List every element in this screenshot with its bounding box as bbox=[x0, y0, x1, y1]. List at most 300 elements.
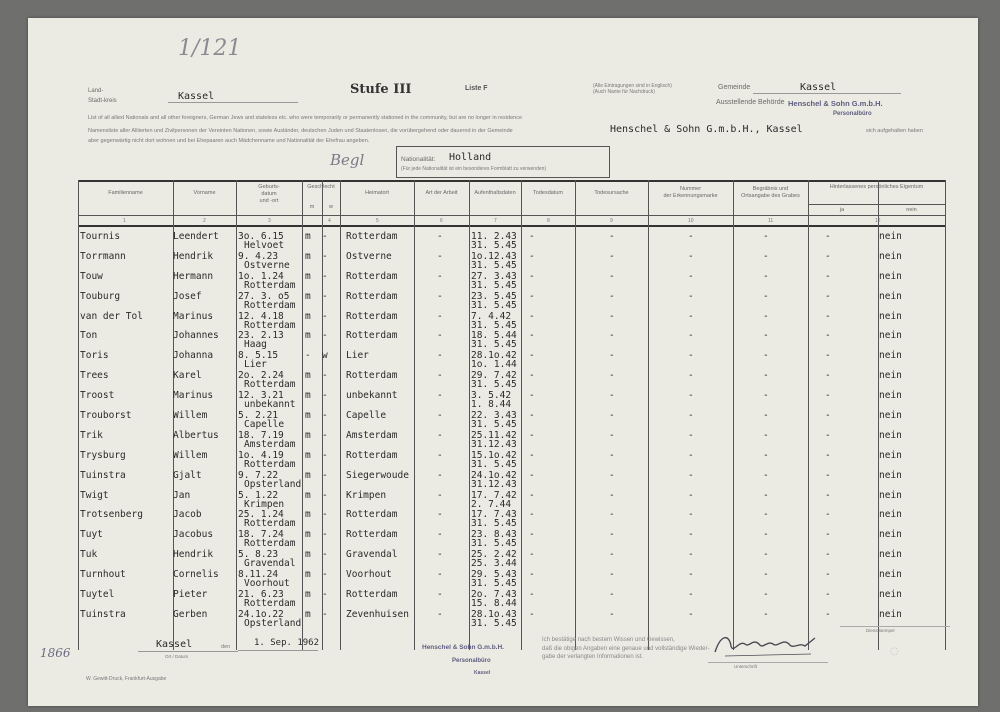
stempel-underline bbox=[840, 626, 950, 627]
cell-stay1: 25. 2.42 bbox=[471, 549, 517, 561]
cell-work: - bbox=[437, 410, 443, 422]
cell-grave: - bbox=[763, 370, 769, 382]
cell-work: - bbox=[437, 589, 443, 601]
cell-birth-place: Lier bbox=[244, 359, 267, 371]
cell-cause: - bbox=[609, 569, 615, 581]
cell-sex-m: m bbox=[305, 449, 311, 461]
cell-sex-m: m bbox=[305, 390, 311, 402]
col-header-surname: Familienname bbox=[108, 190, 143, 196]
cell-stay2: 31. 5.45 bbox=[471, 259, 517, 271]
nationality-note: (Für jede Nationalität ist ein besonderes Formblatt zu verwenden) bbox=[401, 166, 547, 172]
cell-sex-m: - bbox=[305, 350, 311, 362]
col-header-given: Vorname bbox=[193, 190, 216, 196]
cell-work: - bbox=[437, 390, 443, 402]
cell-stay1: 29. 7.42 bbox=[471, 370, 517, 382]
cell-tag: - bbox=[688, 350, 694, 362]
cell-ja: - bbox=[825, 589, 831, 601]
cell-given: Johannes bbox=[173, 330, 219, 342]
cell-cause: - bbox=[609, 370, 615, 382]
cell-cause: - bbox=[609, 449, 615, 461]
firm-typed: Henschel & Sohn G.m.b.H., Kassel bbox=[610, 124, 803, 135]
cell-work: - bbox=[437, 608, 443, 620]
cell-stay1: 23. 8.43 bbox=[471, 529, 517, 541]
cell-sex-w: - bbox=[322, 608, 328, 620]
cell-home: Rotterdam bbox=[346, 310, 398, 322]
cell-sex-w: - bbox=[322, 250, 328, 262]
cell-sex-m: m bbox=[305, 330, 311, 342]
cell-nein: nein bbox=[879, 529, 902, 541]
cell-birth: 1o. 1.24 bbox=[238, 270, 284, 282]
cell-ja: - bbox=[825, 608, 831, 620]
cell-cause: - bbox=[609, 429, 615, 441]
cell-cause: - bbox=[609, 270, 615, 282]
col-num-11: 11 bbox=[768, 218, 774, 224]
cell-sex-m: m bbox=[305, 429, 311, 441]
cell-sex-w: - bbox=[322, 449, 328, 461]
cell-work: - bbox=[437, 350, 443, 362]
cell-stay2: 31. 5.45 bbox=[471, 458, 517, 470]
german-line-b: aber gegenwärtig nicht dort wohnen und bei Ehepaaren auch Mädchenname und Nationalität der Ehefrau angeben. bbox=[88, 138, 370, 144]
nationality-label: Nationalität: bbox=[401, 156, 436, 163]
col-num-1: 1 bbox=[123, 218, 126, 224]
cell-work: - bbox=[437, 290, 443, 302]
cell-birth-place: Helvoet bbox=[244, 240, 285, 251]
cell-given: Marinus bbox=[173, 390, 214, 402]
cell-sex-m: m bbox=[305, 370, 311, 382]
footer-stempel-scribble: ◌ bbox=[890, 646, 899, 657]
cell-ja: - bbox=[825, 489, 831, 501]
cell-stay1: 27. 3.43 bbox=[471, 270, 517, 282]
footer-stamp-line2: Personalbüro bbox=[452, 658, 491, 664]
cell-birth-place: Rotterdam bbox=[244, 319, 296, 331]
cell-stay1: 15.1o.42 bbox=[471, 449, 517, 461]
col-header-m: m bbox=[309, 204, 315, 210]
cell-stay2: 1. 8.44 bbox=[471, 399, 512, 411]
table-row bbox=[28, 549, 978, 569]
cell-home: Rotterdam bbox=[346, 231, 398, 242]
cell-work: - bbox=[437, 370, 443, 382]
cell-tag: - bbox=[688, 390, 694, 402]
cell-stay2: 31. 5.45 bbox=[471, 419, 517, 431]
cell-grave: - bbox=[763, 529, 769, 541]
cell-nein: nein bbox=[879, 350, 902, 362]
cell-birth: 5. 8.23 bbox=[238, 549, 279, 561]
cell-given: Jan bbox=[173, 489, 191, 501]
cell-ja: - bbox=[825, 231, 831, 242]
cell-tag: - bbox=[688, 310, 694, 322]
ref-mark: 1/121 bbox=[178, 36, 242, 61]
table-row bbox=[28, 529, 978, 549]
table-row bbox=[28, 390, 978, 410]
cell-nein: nein bbox=[879, 509, 902, 521]
cell-stay1: 29. 5.43 bbox=[471, 569, 517, 581]
cell-tag: - bbox=[688, 429, 694, 441]
gemeinde-label: Gemeinde bbox=[718, 84, 751, 91]
cell-nein: nein bbox=[879, 549, 902, 561]
cell-birth: 9. 7.22 bbox=[238, 469, 279, 481]
cell-stay1: 18. 5.44 bbox=[471, 330, 517, 342]
cell-stay2: 31. 5.45 bbox=[471, 379, 517, 391]
cell-ja: - bbox=[825, 370, 831, 382]
footer-den: den bbox=[221, 644, 231, 650]
cell-ja: - bbox=[825, 509, 831, 521]
cell-tag: - bbox=[688, 330, 694, 342]
cell-sex-w: - bbox=[322, 429, 328, 441]
cell-grave: - bbox=[763, 569, 769, 581]
cell-birth: 5. 2.21 bbox=[238, 410, 279, 422]
cell-work: - bbox=[437, 429, 443, 441]
cell-surname: Ton bbox=[80, 330, 98, 342]
cell-given: Marinus bbox=[173, 310, 214, 322]
cell-grave: - bbox=[763, 270, 769, 282]
cell-cause: - bbox=[609, 489, 615, 501]
cell-sex-m: m bbox=[305, 410, 311, 422]
cell-sex-w: - bbox=[322, 370, 328, 382]
cell-nein: nein bbox=[879, 231, 902, 242]
cell-surname: Tuytel bbox=[80, 589, 115, 601]
cell-sex-w: - bbox=[322, 549, 328, 561]
cell-tag: - bbox=[688, 410, 694, 422]
cell-tag: - bbox=[688, 569, 694, 581]
cell-birth: 27. 3. o5 bbox=[238, 290, 290, 302]
col-header-work: Art der Arbeit bbox=[425, 190, 458, 196]
footer-stamp-line3: Kassel bbox=[474, 670, 491, 676]
cell-ja: - bbox=[825, 310, 831, 322]
cell-work: - bbox=[437, 449, 443, 461]
cell-stay1: 7. 4.42 bbox=[471, 310, 512, 322]
cell-work: - bbox=[437, 270, 443, 282]
cell-home: Rotterdam bbox=[346, 529, 398, 541]
cell-work: - bbox=[437, 509, 443, 521]
sig-caption: Unterschrift bbox=[734, 664, 758, 669]
cell-birth: 12. 3.21 bbox=[238, 390, 284, 402]
cell-stay1: 1o.12.43 bbox=[471, 250, 517, 262]
cell-birth: 18. 7.24 bbox=[238, 529, 284, 541]
cell-tag: - bbox=[688, 290, 694, 302]
cell-given: Gjalt bbox=[173, 469, 202, 481]
cell-stay2: 31.12.43 bbox=[471, 478, 517, 490]
nationality-value: Holland bbox=[449, 152, 492, 163]
cell-sex-w: - bbox=[322, 270, 328, 282]
cell-death: - bbox=[529, 330, 535, 342]
cell-tag: - bbox=[688, 270, 694, 282]
signature bbox=[711, 624, 821, 664]
cell-death: - bbox=[529, 370, 535, 382]
table-row bbox=[28, 370, 978, 390]
table-row bbox=[28, 291, 978, 311]
cell-work: - bbox=[437, 250, 443, 262]
cell-nein: nein bbox=[879, 250, 902, 262]
cell-surname: Trees bbox=[80, 370, 109, 382]
cell-home: Rotterdam bbox=[346, 330, 398, 342]
cell-death: - bbox=[529, 231, 535, 242]
cell-stay2: 31. 5.45 bbox=[471, 299, 517, 311]
cell-ja: - bbox=[825, 449, 831, 461]
cell-birth: 12. 4.18 bbox=[238, 310, 284, 322]
cell-home: Zevenhuisen bbox=[346, 608, 409, 620]
cell-surname: Touw bbox=[80, 270, 103, 282]
cell-sex-w: - bbox=[322, 330, 328, 342]
cell-sex-w: w bbox=[322, 350, 328, 362]
cell-sex-w: - bbox=[322, 529, 328, 541]
cell-grave: - bbox=[763, 509, 769, 521]
cell-given: Hermann bbox=[173, 270, 214, 282]
stufe-title: Stufe III bbox=[350, 82, 412, 97]
cell-cause: - bbox=[609, 469, 615, 481]
cell-given: Willem bbox=[173, 410, 208, 422]
cell-given: Josef bbox=[173, 290, 202, 302]
cell-birth: 3o. 6.15 bbox=[238, 231, 284, 242]
footer-place-underline bbox=[138, 651, 238, 652]
cell-stay1: 25.11.42 bbox=[471, 429, 517, 441]
table-row bbox=[28, 231, 978, 251]
cell-stay1: 28.1o.42 bbox=[471, 350, 517, 362]
cell-home: Gravendal bbox=[346, 549, 398, 561]
cell-birth-place: Rotterdam bbox=[244, 538, 296, 550]
cell-tag: - bbox=[688, 370, 694, 382]
cell-birth-place: Rotterdam bbox=[244, 379, 296, 391]
cell-given: Willem bbox=[173, 449, 208, 461]
table-row bbox=[28, 330, 978, 350]
cell-sex-w: - bbox=[322, 589, 328, 601]
cell-given: Johanna bbox=[173, 350, 214, 362]
cell-surname: Trotsenberg bbox=[80, 509, 143, 521]
footer-date-underline bbox=[238, 650, 318, 651]
col-num-7: 7 bbox=[494, 218, 497, 224]
cell-home: Siegerwoude bbox=[346, 469, 409, 481]
cell-home: Ostverne bbox=[346, 250, 392, 262]
nationality-box bbox=[396, 146, 610, 178]
cell-cause: - bbox=[609, 608, 615, 620]
cell-work: - bbox=[437, 231, 443, 242]
cell-nein: nein bbox=[879, 270, 902, 282]
cell-birth: 8. 5.15 bbox=[238, 350, 279, 362]
cell-tag: - bbox=[688, 509, 694, 521]
cell-cause: - bbox=[609, 390, 615, 402]
col-num-8: 8 bbox=[547, 218, 550, 224]
cell-death: - bbox=[529, 549, 535, 561]
cell-ja: - bbox=[825, 270, 831, 282]
cell-nein: nein bbox=[879, 469, 902, 481]
cell-grave: - bbox=[763, 449, 769, 461]
cell-stay1: 11. 2.43 bbox=[471, 231, 517, 242]
cell-birth-place: Rotterdam bbox=[244, 598, 296, 610]
cell-nein: nein bbox=[879, 449, 902, 461]
cell-cause: - bbox=[609, 410, 615, 422]
cell-grave: - bbox=[763, 290, 769, 302]
cell-work: - bbox=[437, 330, 443, 342]
cell-home: Amsterdam bbox=[346, 429, 398, 441]
cell-cause: - bbox=[609, 529, 615, 541]
kreis-underline bbox=[168, 102, 298, 103]
cell-birth-place: Rotterdam bbox=[244, 299, 296, 311]
cell-stay2: 31. 5.45 bbox=[471, 538, 517, 550]
cell-cause: - bbox=[609, 549, 615, 561]
cell-death: - bbox=[529, 469, 535, 481]
cell-nein: nein bbox=[879, 569, 902, 581]
note-top-right: (Alle Eintragungen sind in Englisch) (Auch Name für Nachdruck) bbox=[593, 83, 672, 95]
cell-cause: - bbox=[609, 231, 615, 242]
cell-grave: - bbox=[763, 429, 769, 441]
cell-death: - bbox=[529, 250, 535, 262]
cell-sex-m: m bbox=[305, 469, 311, 481]
cell-surname: Tuinstra bbox=[80, 469, 126, 481]
cell-stay2: 25. 3.44 bbox=[471, 558, 517, 570]
col-num-3: 3 bbox=[268, 218, 271, 224]
cell-birth-place: Voorhout bbox=[244, 578, 290, 590]
cell-work: - bbox=[437, 489, 443, 501]
cell-sex-m: m bbox=[305, 608, 311, 620]
cell-stay1: 28.1o.43 bbox=[471, 608, 517, 620]
cell-sex-w: - bbox=[322, 310, 328, 322]
cell-surname: Tuinstra bbox=[80, 608, 126, 620]
footer-place: Kassel bbox=[156, 639, 193, 650]
col-num-10: 10 bbox=[688, 218, 694, 224]
cell-birth-place: Rotterdam bbox=[244, 518, 296, 530]
cell-grave: - bbox=[763, 549, 769, 561]
document-page bbox=[28, 18, 978, 706]
cell-grave: - bbox=[763, 310, 769, 322]
cell-tag: - bbox=[688, 250, 694, 262]
col-num-9: 9 bbox=[610, 218, 613, 224]
cell-given: Cornelis bbox=[173, 569, 219, 581]
table-row bbox=[28, 609, 978, 629]
cell-surname: Torrmann bbox=[80, 250, 126, 262]
land-kreis-label: Land- bbox=[88, 88, 104, 94]
cell-cause: - bbox=[609, 589, 615, 601]
cell-death: - bbox=[529, 410, 535, 422]
col-num-5: 5 bbox=[376, 218, 379, 224]
stamp-left: Begl bbox=[330, 151, 365, 169]
cell-birth: 9. 4.23 bbox=[238, 250, 279, 262]
cell-grave: - bbox=[763, 589, 769, 601]
cell-birth: 21. 6.23 bbox=[238, 589, 284, 601]
cell-birth: 24.1o.22 bbox=[238, 608, 284, 620]
col-header-property: Hinterlassenes persönliches Eigentum bbox=[829, 184, 924, 190]
cell-surname: Troost bbox=[80, 390, 115, 402]
col-header-w: w bbox=[329, 204, 333, 210]
kreis-value: Kassel bbox=[178, 91, 215, 102]
cell-nein: nein bbox=[879, 608, 902, 620]
cell-work: - bbox=[437, 569, 443, 581]
cell-stay2: 31. 5.45 bbox=[471, 240, 517, 251]
col-header-nein: nein bbox=[906, 207, 917, 213]
stadt-kreis-label: Stadt-kreis bbox=[88, 98, 117, 104]
col-header-tag: Nummer der Erkennungsmarke bbox=[663, 186, 718, 199]
printer-line: W. Gewitt-Druck, Frankfurt-Ausgabe bbox=[86, 676, 167, 682]
cell-work: - bbox=[437, 549, 443, 561]
german-line-a-end: sich aufgehalten haben bbox=[866, 128, 923, 134]
cell-birth: 8.11.24 bbox=[238, 569, 279, 581]
col-header-birth: Geburts- datum und -ort bbox=[258, 184, 280, 204]
cell-surname: Tournis bbox=[80, 231, 121, 242]
cell-sex-m: m bbox=[305, 250, 311, 262]
cell-cause: - bbox=[609, 310, 615, 322]
cell-tag: - bbox=[688, 529, 694, 541]
cell-home: Lier bbox=[346, 350, 369, 362]
cell-birth-place: Opsterland bbox=[244, 478, 302, 490]
left-number: 1866 bbox=[40, 646, 71, 660]
cell-ja: - bbox=[825, 350, 831, 362]
cell-stay2: 1o. 1.44 bbox=[471, 359, 517, 371]
cell-death: - bbox=[529, 529, 535, 541]
cell-grave: - bbox=[763, 390, 769, 402]
cell-sex-m: m bbox=[305, 569, 311, 581]
col-num-4: 4 bbox=[328, 218, 331, 224]
cell-sex-m: m bbox=[305, 290, 311, 302]
cell-ja: - bbox=[825, 290, 831, 302]
cell-stay2: 31. 5.45 bbox=[471, 319, 517, 331]
footer-certify: Ich bestätige nach bestem Wissen und Gewissen, daß die obigen Angaben eine genaue und vollständige Wieder- gabe der verlangten Informationen ist. bbox=[542, 637, 710, 660]
cell-home: Rotterdam bbox=[346, 449, 398, 461]
cell-death: - bbox=[529, 310, 535, 322]
cell-work: - bbox=[437, 310, 443, 322]
cell-tag: - bbox=[688, 589, 694, 601]
cell-stay1: 17. 7.42 bbox=[471, 489, 517, 501]
col-header-grave: Begräbnis und Ortsangabe des Grabes bbox=[741, 186, 800, 199]
cell-birth-place: unbekannt bbox=[244, 399, 296, 411]
cell-surname: Twigt bbox=[80, 489, 109, 501]
cell-nein: nein bbox=[879, 410, 902, 422]
cell-stay1: 23. 5.45 bbox=[471, 290, 517, 302]
cell-sex-m: m bbox=[305, 589, 311, 601]
cell-nein: nein bbox=[879, 589, 902, 601]
cell-stay2: 31. 5.45 bbox=[471, 578, 517, 590]
cell-tag: - bbox=[688, 608, 694, 620]
cell-death: - bbox=[529, 270, 535, 282]
ausstellende-stamp: Henschel & Sohn G.m.b.H. bbox=[788, 99, 883, 108]
cell-nein: nein bbox=[879, 390, 902, 402]
cell-death: - bbox=[529, 608, 535, 620]
cell-cause: - bbox=[609, 509, 615, 521]
cell-given: Pieter bbox=[173, 589, 208, 601]
cell-home: Rotterdam bbox=[346, 290, 398, 302]
cell-birth: 25. 1.24 bbox=[238, 509, 284, 521]
cell-birth-place: Gravendal bbox=[244, 558, 296, 570]
cell-stay2: 31. 5.45 bbox=[471, 279, 517, 291]
cell-given: Albertus bbox=[173, 429, 219, 441]
cell-surname: Toris bbox=[80, 350, 109, 362]
cell-sex-w: - bbox=[322, 231, 328, 242]
sig-underline bbox=[708, 662, 828, 663]
cell-nein: nein bbox=[879, 370, 902, 382]
cell-stay1: 2o. 7.43 bbox=[471, 589, 517, 601]
col-header-home: Heimatort bbox=[365, 190, 389, 196]
liste-title: Liste F bbox=[465, 85, 488, 92]
cell-ja: - bbox=[825, 429, 831, 441]
footer-date: 1. Sep. 1962 bbox=[254, 638, 320, 648]
cell-death: - bbox=[529, 290, 535, 302]
cell-birth-place: Krimpen bbox=[244, 498, 285, 510]
cell-given: Hendrik bbox=[173, 250, 214, 262]
cell-death: - bbox=[529, 489, 535, 501]
cell-home: Voorhout bbox=[346, 569, 392, 581]
cell-death: - bbox=[529, 449, 535, 461]
cell-home: Rotterdam bbox=[346, 589, 398, 601]
cell-sex-m: m bbox=[305, 529, 311, 541]
footer-stamp-line1: Henschel & Sohn G.m.b.H. bbox=[422, 644, 504, 651]
cell-work: - bbox=[437, 469, 443, 481]
cell-death: - bbox=[529, 569, 535, 581]
cell-grave: - bbox=[763, 330, 769, 342]
ausstellende-sub: Personalbüro bbox=[833, 111, 872, 117]
cell-surname: van der Tol bbox=[80, 310, 143, 322]
cell-grave: - bbox=[763, 250, 769, 262]
cell-tag: - bbox=[688, 231, 694, 242]
cell-surname: Trouborst bbox=[80, 410, 132, 422]
cell-sex-w: - bbox=[322, 410, 328, 422]
cell-ja: - bbox=[825, 390, 831, 402]
